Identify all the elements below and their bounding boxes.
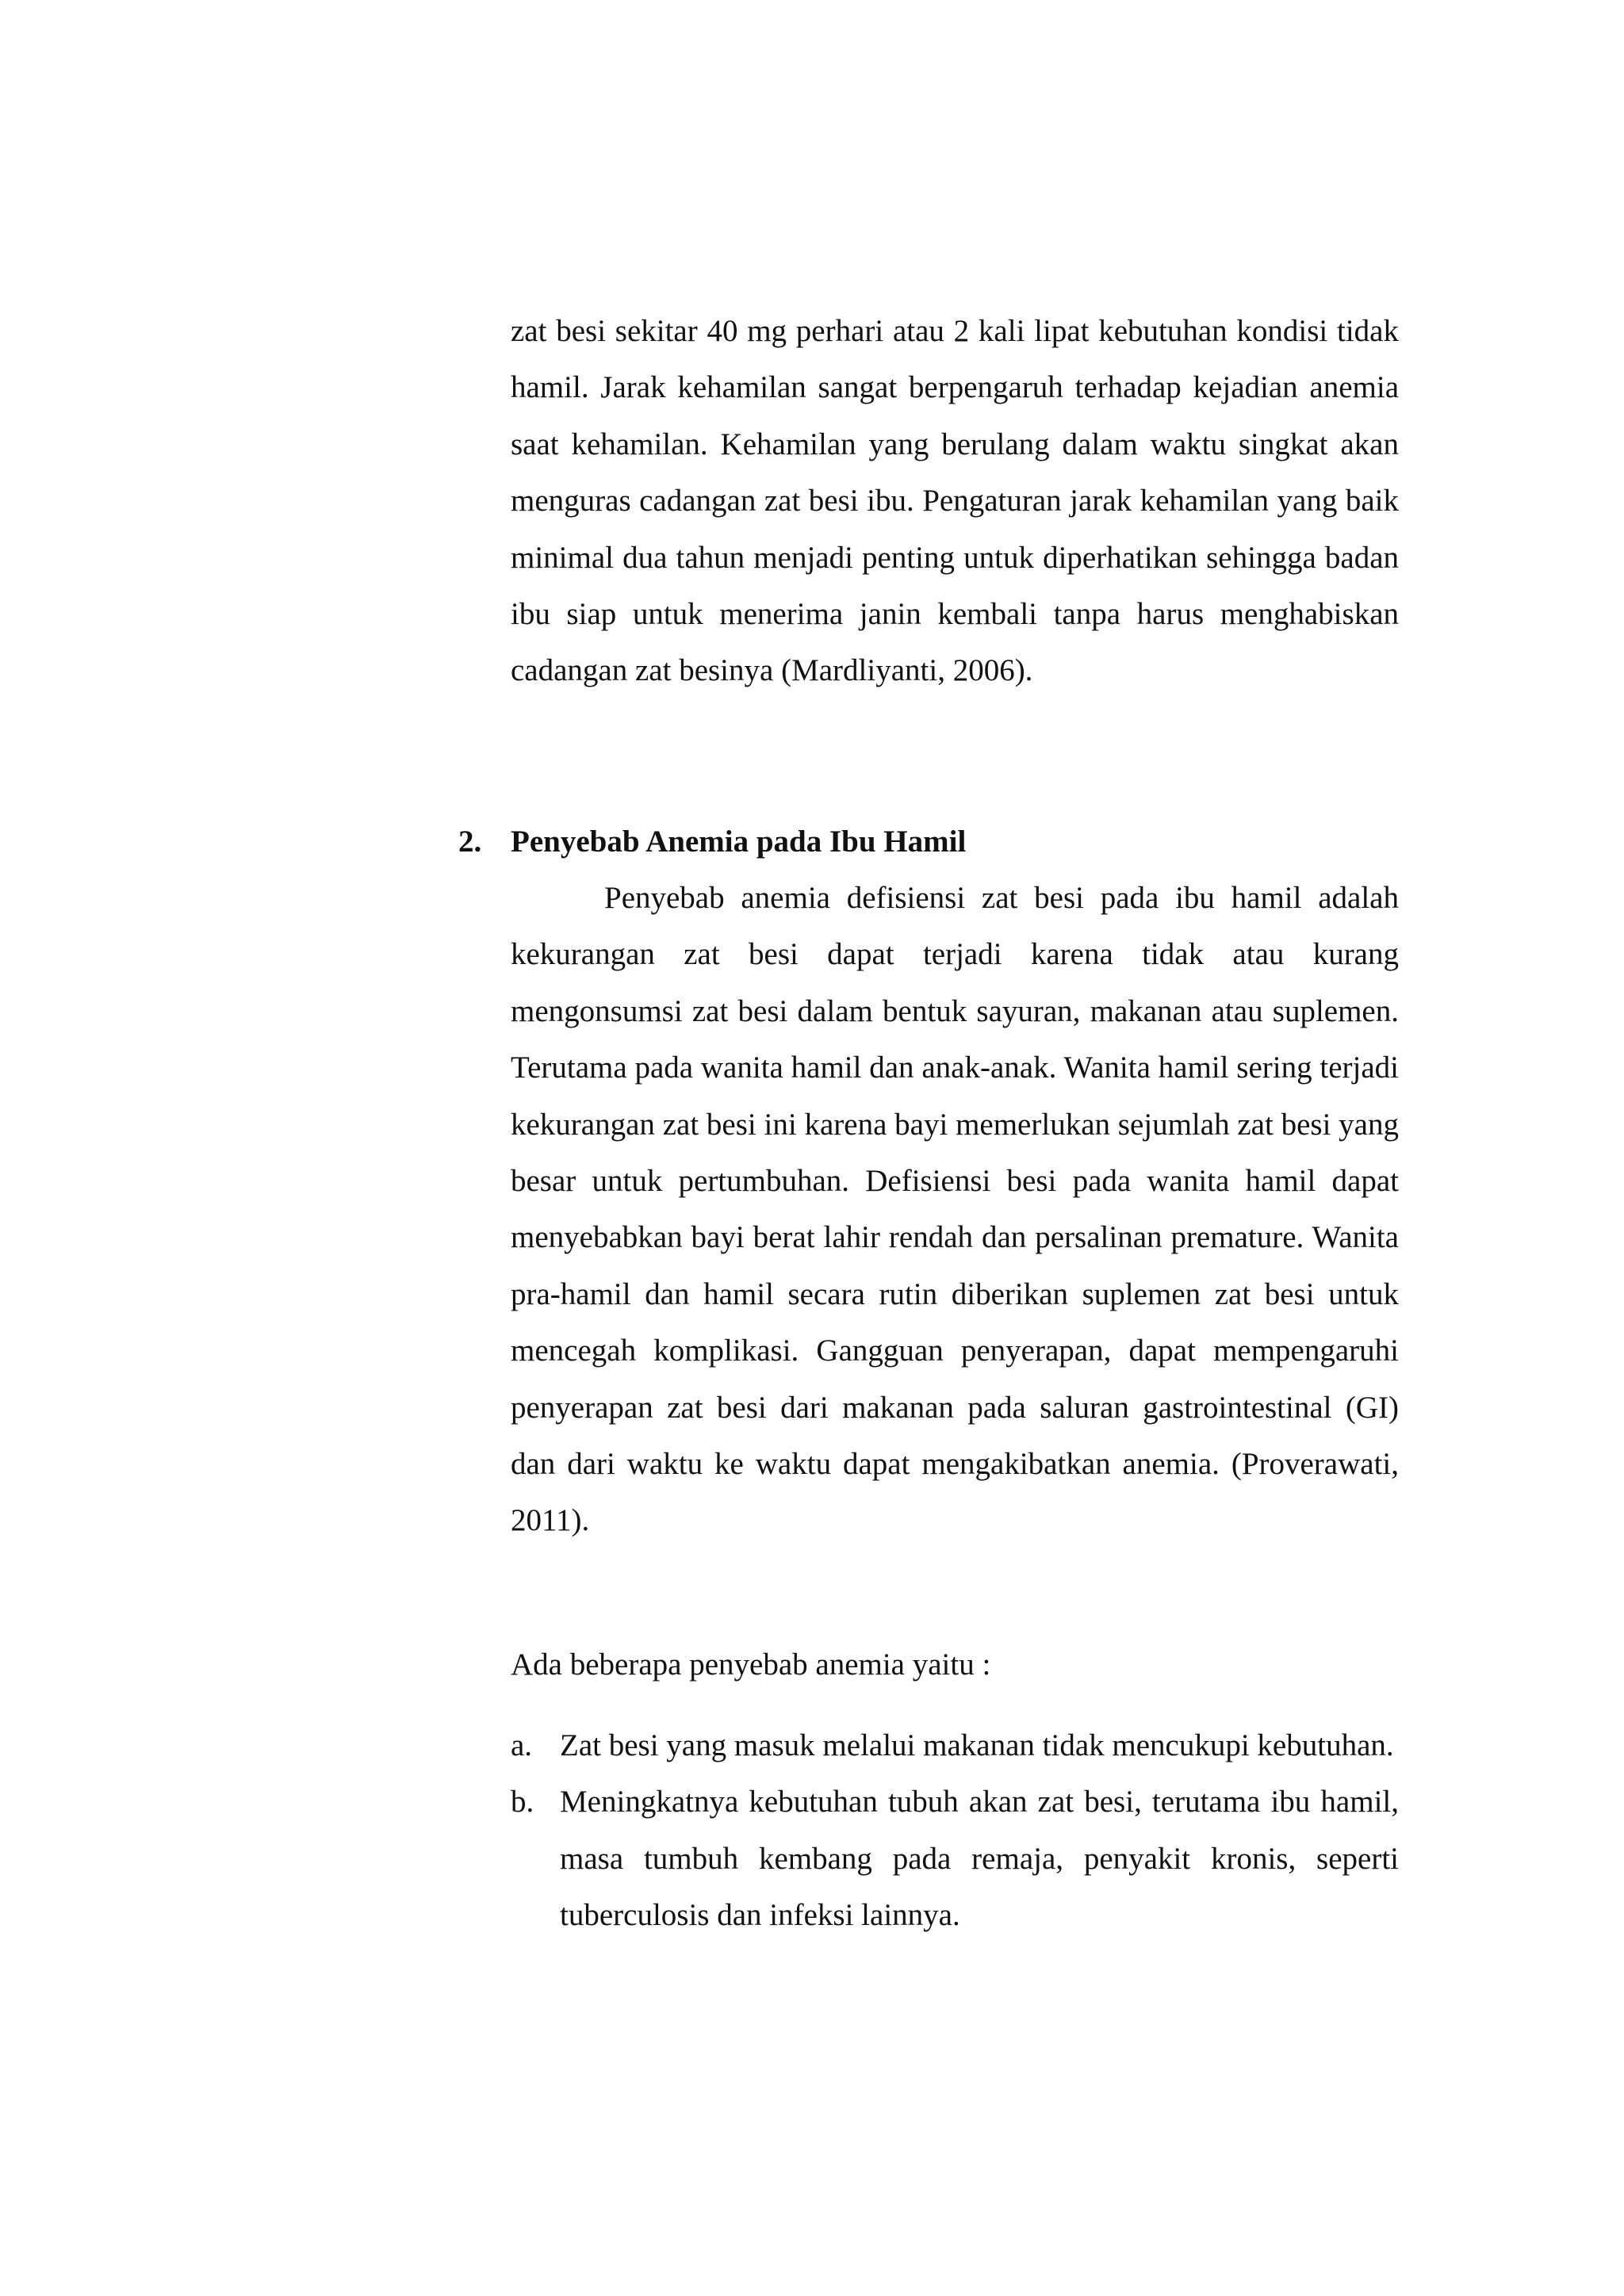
section-title: Penyebab Anemia pada Ibu Hamil (511, 825, 967, 859)
list-item-text: Meningkatnya kebutuhan tubuh akan zat besi, terutama ibu hamil, masa tumbuh kembang pada remaja, penyakit kronis, seperti tuberculosis dan infeksi lainnya. (560, 1785, 1399, 1933)
list-marker: b. (511, 1785, 534, 1820)
list-item (511, 1717, 1399, 1774)
list-item-text: Zat besi yang masuk melalui makanan tidak mencukupi kebutuhan. (560, 1728, 1394, 1762)
list-marker: a. (511, 1728, 533, 1762)
section-paragraph: Penyebab anemia defisiensi zat besi pada ibu hamil adalah kekurangan zat besi dapat terjadi karena tidak atau kurang mengonsumsi zat besi dalam bentuk sayuran, makanan atau suplemen. Terutama pada wanita hamil dan anak-anak. Wanita hamil sering terjadi kekurangan zat besi ini karena bayi memerlukan sejumlah zat besi yang besar untuk pertumbuhan. Defisiensi besi pada wanita hamil dapat menyebabkan bayi berat lahir rendah dan persalinan premature. Wanita pra-hamil dan hamil secara rutin diberikan suplemen zat besi untuk mencegah komplikasi. Gangguan penyerapan, dapat mempengaruhi penyerapan zat besi dari makanan pada saluran gastrointestinal (GI) dan dari waktu ke waktu dapat mengakibatkan anemia. (Proverawati, 2011). (511, 881, 1399, 1538)
section-number: 2. (458, 825, 482, 859)
section-heading (458, 813, 966, 870)
cause-list (511, 1717, 1399, 1944)
list-item (511, 1774, 1399, 1943)
continued-paragraph: zat besi sekitar 40 mg perhari atau 2 kali lipat kebutuhan kondisi tidak hamil. Jarak kehamilan sangat berpengaruh terhadap kejadian anemia saat kehamilan. Kehamilan yang berulang dalam waktu singkat akan menguras cadangan zat besi ibu. Pengaturan jarak kehamilan yang baik minimal dua tahun menjadi penting untuk diperhatikan sehingga badan ibu siap untuk menerima janin kembali tanpa harus menghabiskan cadangan zat besinya (Mardliyanti, 2006). (511, 314, 1399, 688)
list-intro: Ada beberapa penyebab anemia yaitu : (511, 1647, 991, 1682)
